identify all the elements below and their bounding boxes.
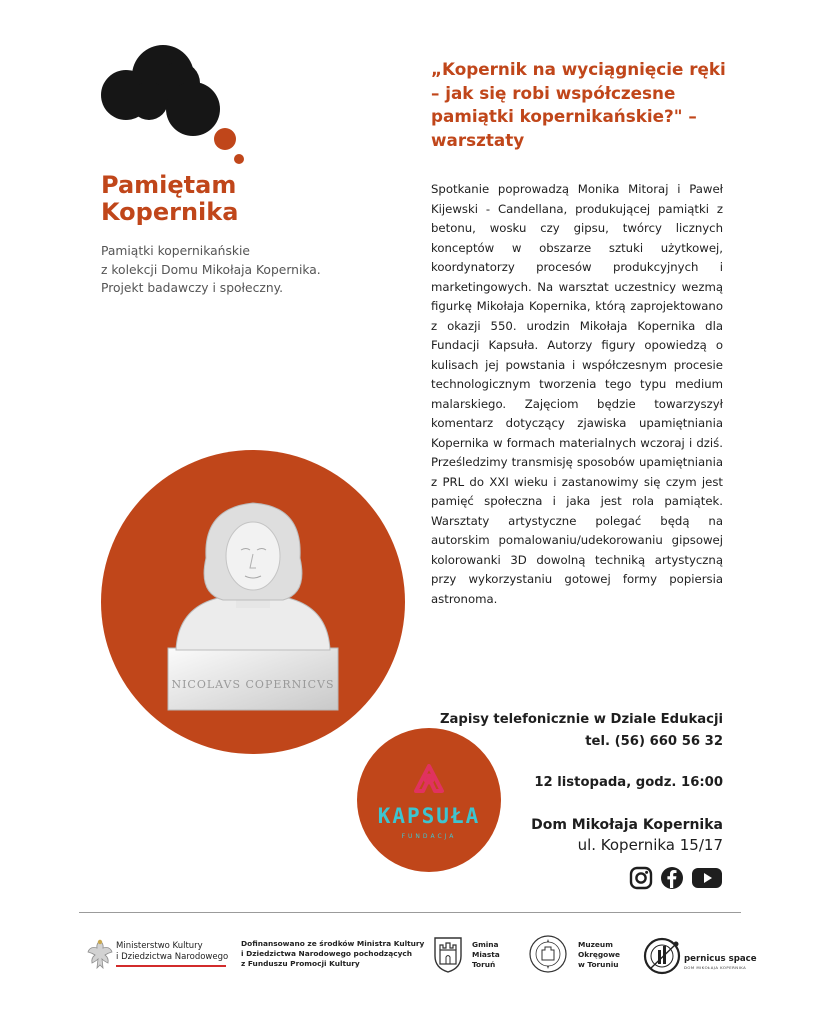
ministry-red-line (116, 965, 226, 967)
registration-text: Zapisy telefonicznie w Dziale Edukacji (439, 712, 723, 727)
gmina-line3: Toruń (472, 960, 496, 969)
kapsula-sub: FUNDACJA (401, 833, 457, 840)
muzeum-seal-icon (528, 934, 568, 974)
ministry-line1: Ministerstwo Kultury (116, 941, 203, 951)
kapsula-emblem-icon (413, 764, 445, 794)
address-text: ul. Kopernika 15/17 (577, 836, 723, 854)
copernicus-space-sub: DOM MIKOŁAJA KOPERNIKA (684, 965, 747, 970)
brand-subtitle (101, 242, 391, 298)
muzeum-text (578, 940, 620, 970)
event-title: „Kopernik na wyciągnięcie ręki – jak się robi współczesne pamiątki kopernikańskie?" – warsztaty (431, 59, 726, 150)
gmina-line1: Gmina (472, 940, 499, 949)
funding-text (241, 939, 424, 969)
muzeum-line1: Muzeum (578, 940, 613, 949)
brand-subtitle-line2: z kolekcji Domu Mikołaja Kopernika. (101, 262, 321, 277)
ministry-label (116, 941, 228, 967)
bust-circle (101, 450, 405, 754)
footer-divider (79, 912, 741, 913)
brand-subtitle-line3: Projekt badawczy i społeczny. (101, 281, 284, 295)
copernicus-bust-image (158, 498, 348, 718)
brand-title (101, 172, 361, 226)
facebook-icon[interactable] (660, 866, 684, 890)
brand-subtitle-line1: Pamiątki kopernikańskie (101, 244, 250, 258)
brand-title-line2: Kopernika (101, 198, 239, 226)
kapsula-name: KAPSUŁA (377, 804, 481, 828)
ministry-line2: i Dziedzictwa Narodowego (116, 952, 229, 962)
muzeum-line2: Okręgowe (578, 950, 621, 959)
phone-text: tel. (56) 660 56 32 (585, 734, 723, 749)
torun-coat-of-arms-icon (432, 934, 464, 974)
brand-title-line1: Pamiętam (101, 171, 237, 199)
event-description: Spotkanie poprowadzą Monika Mitoraj i Paweł Kijewski - Candellana, produkującej pamiątki z betonu, wosku czy gipsu, twórcy licznych konceptów w obszarze sztuki użytkowej, koordynatorzy procesów produkcyjnych i marketingowych. Na warsztat uczestnicy wezmą figurkę Mikołaja Kopernika, którą zaprojektowano z okazji 550. urodzin Mikołaja Kopernika dla Fundacji Kapsuła. Autorzy figury opowiedzą o kulisach jej powstania i współczesnym procesie technologicznym tworzenia tego typu medium malarskiego. Zajęciom będzie towarzyszył komentarz dotyczący zjawiska upamiętniania Kopernika w formach materialnych wczoraj i dziś. Prześledzimy transmisję sposobów upamiętniania z PRL do XXI wieku i zastanowimy się czym jest pamięć społeczna i jaka jest rola pamiątek. Warsztaty artystyczne polegać będą na autorskim pomalowaniu/udekorowaniu gipsowej kolorowanki 3D dowolną techniką artystyczną przy wykorzystaniu gotowej formy popiersia astronoma. (431, 182, 723, 606)
date-text: 12 listopada, godz. 16:00 (534, 775, 723, 790)
bust-inscription: NICOLAVS COPERNICVS (171, 678, 335, 691)
youtube-icon[interactable] (691, 866, 723, 890)
muzeum-line3: w Toruniu (578, 960, 619, 969)
venue-text: Dom Mikołaja Kopernika (531, 817, 723, 833)
copernicus-space-logo-icon (642, 936, 686, 976)
funding-line2: i Dziedzictwa Narodowego pochodzących (241, 949, 413, 958)
eagle-emblem-icon (86, 938, 114, 972)
gmina-line2: Miasta (472, 950, 500, 959)
funding-line1: Dofinansowano ze środków Ministra Kultury (241, 939, 425, 948)
instagram-icon[interactable] (629, 866, 653, 890)
kapsula-logo (357, 728, 501, 872)
gmina-text (472, 940, 500, 970)
copernicus-space-text: pernicus space (684, 954, 757, 964)
funding-line3: z Funduszu Promocji Kultury (241, 959, 360, 968)
